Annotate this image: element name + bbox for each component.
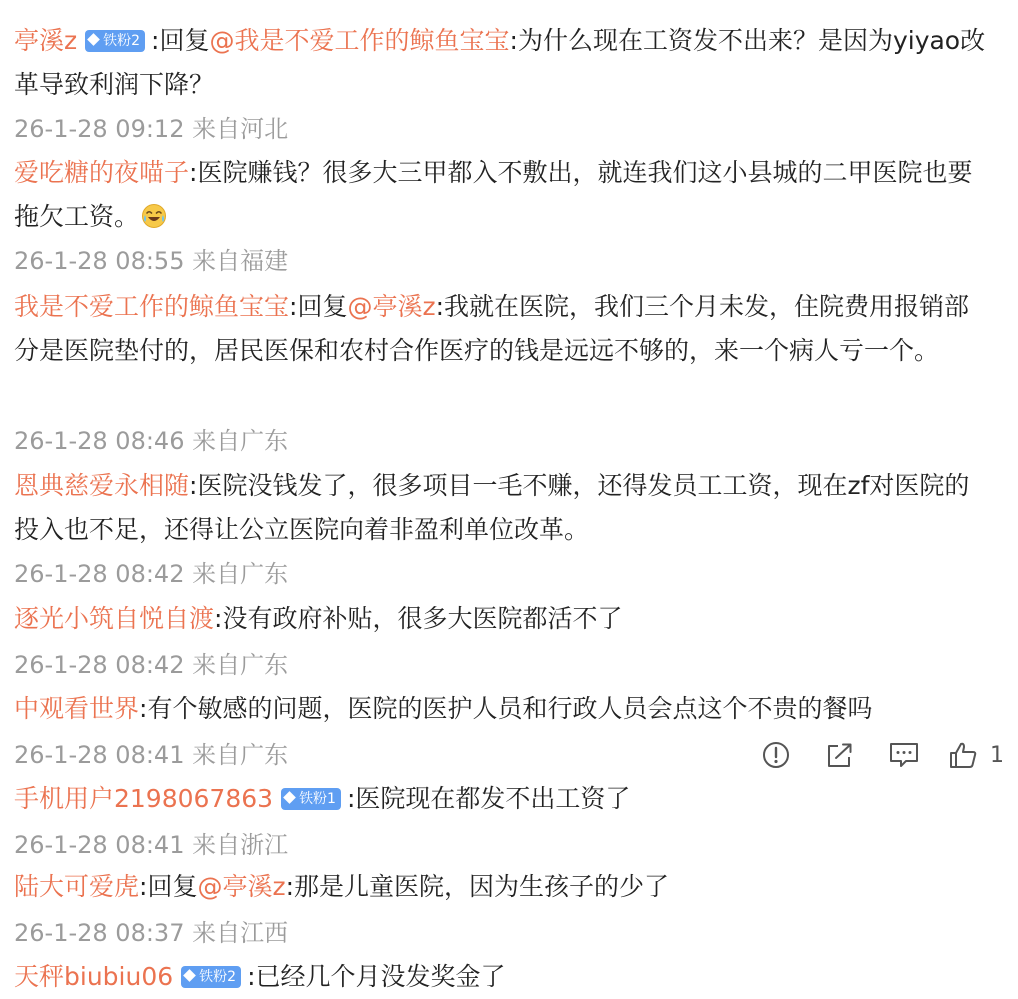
comment-username[interactable]: 爱吃糖的夜喵子: [14, 158, 190, 187]
comment-username[interactable]: 亭溪z: [14, 26, 78, 55]
comment-meta: [14, 419, 288, 463]
comment-meta: [14, 911, 288, 955]
comment-time: 26-1-28 08:41: [14, 741, 185, 769]
mention-link[interactable]: @我是不爱工作的鲸鱼宝宝: [209, 26, 510, 55]
comment-text: 我就在医院，我们三个月未发，住院费用报销部分是医院垫付的，居民医保和农村合作医疗的钱是远远不够的，来一个病人亏一个。: [14, 292, 970, 365]
fan-badge[interactable]: 铁粉2: [181, 966, 241, 988]
comment-item: [14, 777, 1004, 859]
comment-text: 为什么现在工资发不出来？是因为yiyao改革导致利润下降？: [14, 26, 986, 99]
comment-time: 26-1-28 08:37: [14, 919, 185, 947]
mention-link[interactable]: @亭溪z: [197, 872, 286, 901]
comment-item: [14, 597, 1004, 679]
comment-username[interactable]: 陆大可爱虎: [14, 872, 140, 901]
mention-link[interactable]: @亭溪z: [347, 292, 436, 321]
comment-meta: [14, 239, 288, 283]
exclamation-circle-icon: [762, 741, 790, 769]
comment-location: 来自广东: [192, 651, 289, 679]
reply-prefix: 回复: [159, 26, 210, 55]
comment-location: 来自广东: [192, 560, 289, 588]
comment-body: 手机用户2198067863 铁粉1 :医院现在都发不出工资了: [14, 784, 631, 813]
comment-time: 26-1-28 08:46: [14, 427, 185, 455]
comment-item: [14, 19, 1004, 143]
comment-body: 天秤biubiu06 铁粉2 :已经几个月没发奖金了: [14, 962, 506, 991]
comment-location: 来自河北: [192, 115, 289, 143]
comment-text: 没有政府补贴，很多大医院都活不了: [222, 604, 623, 633]
comment-username[interactable]: 恩典慈爱永相随: [14, 471, 190, 500]
share-arrow-icon: [825, 741, 855, 769]
comment-body: 逐光小筑自悦自渡:没有政府补贴，很多大医院都活不了: [14, 604, 623, 633]
reply-prefix: 回复: [297, 292, 348, 321]
reply-prefix: 回复: [147, 872, 198, 901]
comment-text: 医院赚钱？很多大三甲都入不敷出，就连我们这小县城的二甲医院也要拖欠工资。: [14, 158, 973, 231]
comment-meta: [14, 107, 288, 151]
comment-location: 来自福建: [192, 247, 289, 275]
comment-text: 医院现在都发不出工资了: [355, 784, 631, 813]
comment-item: [14, 285, 1004, 455]
diamond-icon: [283, 791, 296, 804]
comment-time: 26-1-28 09:12: [14, 115, 185, 143]
comment-item: [14, 955, 1004, 999]
comment-username[interactable]: 中观看世界: [14, 694, 140, 723]
comment-text: 医院没钱发了，很多项目一毛不赚，还得发员工工资，现在zf对医院的投入也不足，还得让公立医院向着非盈利单位改革。: [14, 471, 970, 544]
comment-meta: [14, 733, 288, 777]
comment-text: 有个敏感的问题，医院的医护人员和行政人员会点这个不贵的餐吗: [147, 694, 873, 723]
diamond-icon: [183, 969, 196, 982]
share-button[interactable]: [820, 735, 860, 775]
comment-bubble-icon: [888, 741, 920, 769]
comment-meta: [14, 552, 288, 596]
comment-location: 来自浙江: [192, 831, 289, 859]
comment-username[interactable]: 逐光小筑自悦自渡: [14, 604, 215, 633]
comment-time: 26-1-28 08:42: [14, 651, 185, 679]
comment-meta: [14, 823, 288, 867]
comment-text: 那是儿童医院，因为生孩子的少了: [294, 872, 670, 901]
diamond-icon: [87, 33, 100, 46]
comment-body: 我是不爱工作的鲸鱼宝宝:回复@亭溪z:我就在医院，我们三个月未发，住院费用报销部分是医院垫付的，居民医保和农村合作医疗的钱是远远不够的，来一个病人亏一个。: [14, 292, 970, 365]
comment-item: [14, 151, 1004, 275]
fan-badge[interactable]: 铁粉1: [281, 788, 341, 810]
comment-location: 来自江西: [192, 919, 289, 947]
comment-button[interactable]: [884, 735, 924, 775]
comment-username[interactable]: 天秤biubiu06: [14, 962, 174, 991]
report-button[interactable]: [756, 735, 796, 775]
comment-body: 爱吃糖的夜喵子:医院赚钱？很多大三甲都入不敷出，就连我们这小县城的二甲医院也要拖欠工资。: [14, 158, 973, 231]
comment-location: 来自广东: [192, 741, 289, 769]
thumb-up-icon: [948, 740, 978, 770]
fan-badge[interactable]: 铁粉2: [85, 30, 145, 52]
comment-time: 26-1-28 08:55: [14, 247, 185, 275]
comment-username[interactable]: 我是不爱工作的鲸鱼宝宝: [14, 292, 290, 321]
like-count: 1: [990, 742, 1004, 768]
comment-location: 来自广东: [192, 427, 289, 455]
comment-item: [14, 464, 1004, 588]
comment-username[interactable]: 手机用户2198067863: [14, 784, 274, 813]
comment-actions: [732, 733, 1004, 777]
comment-body: 恩典慈爱永相随:医院没钱发了，很多项目一毛不赚，还得发员工工资，现在zf对医院的投入也不足，还得让公立医院向着非盈利单位改革。: [14, 471, 970, 544]
comment-body: 中观看世界:有个敏感的问题，医院的医护人员和行政人员会点这个不贵的餐吗: [14, 694, 873, 723]
comment-item: [14, 687, 1004, 769]
laugh-cry-emoji: [141, 203, 167, 229]
like-button[interactable]: [948, 740, 1004, 770]
comment-time: 26-1-28 08:42: [14, 560, 185, 588]
comment-meta: [14, 643, 288, 687]
comment-time: 26-1-28 08:41: [14, 831, 185, 859]
comment-body: 亭溪z 铁粉2 :回复@我是不爱工作的鲸鱼宝宝:为什么现在工资发不出来？是因为yiyao改革导致利润下降？: [14, 26, 986, 99]
comment-body: 陆大可爱虎:回复@亭溪z:那是儿童医院，因为生孩子的少了: [14, 872, 670, 901]
comment-text: 已经几个月没发奖金了: [255, 962, 506, 991]
comment-item: [14, 865, 1004, 947]
